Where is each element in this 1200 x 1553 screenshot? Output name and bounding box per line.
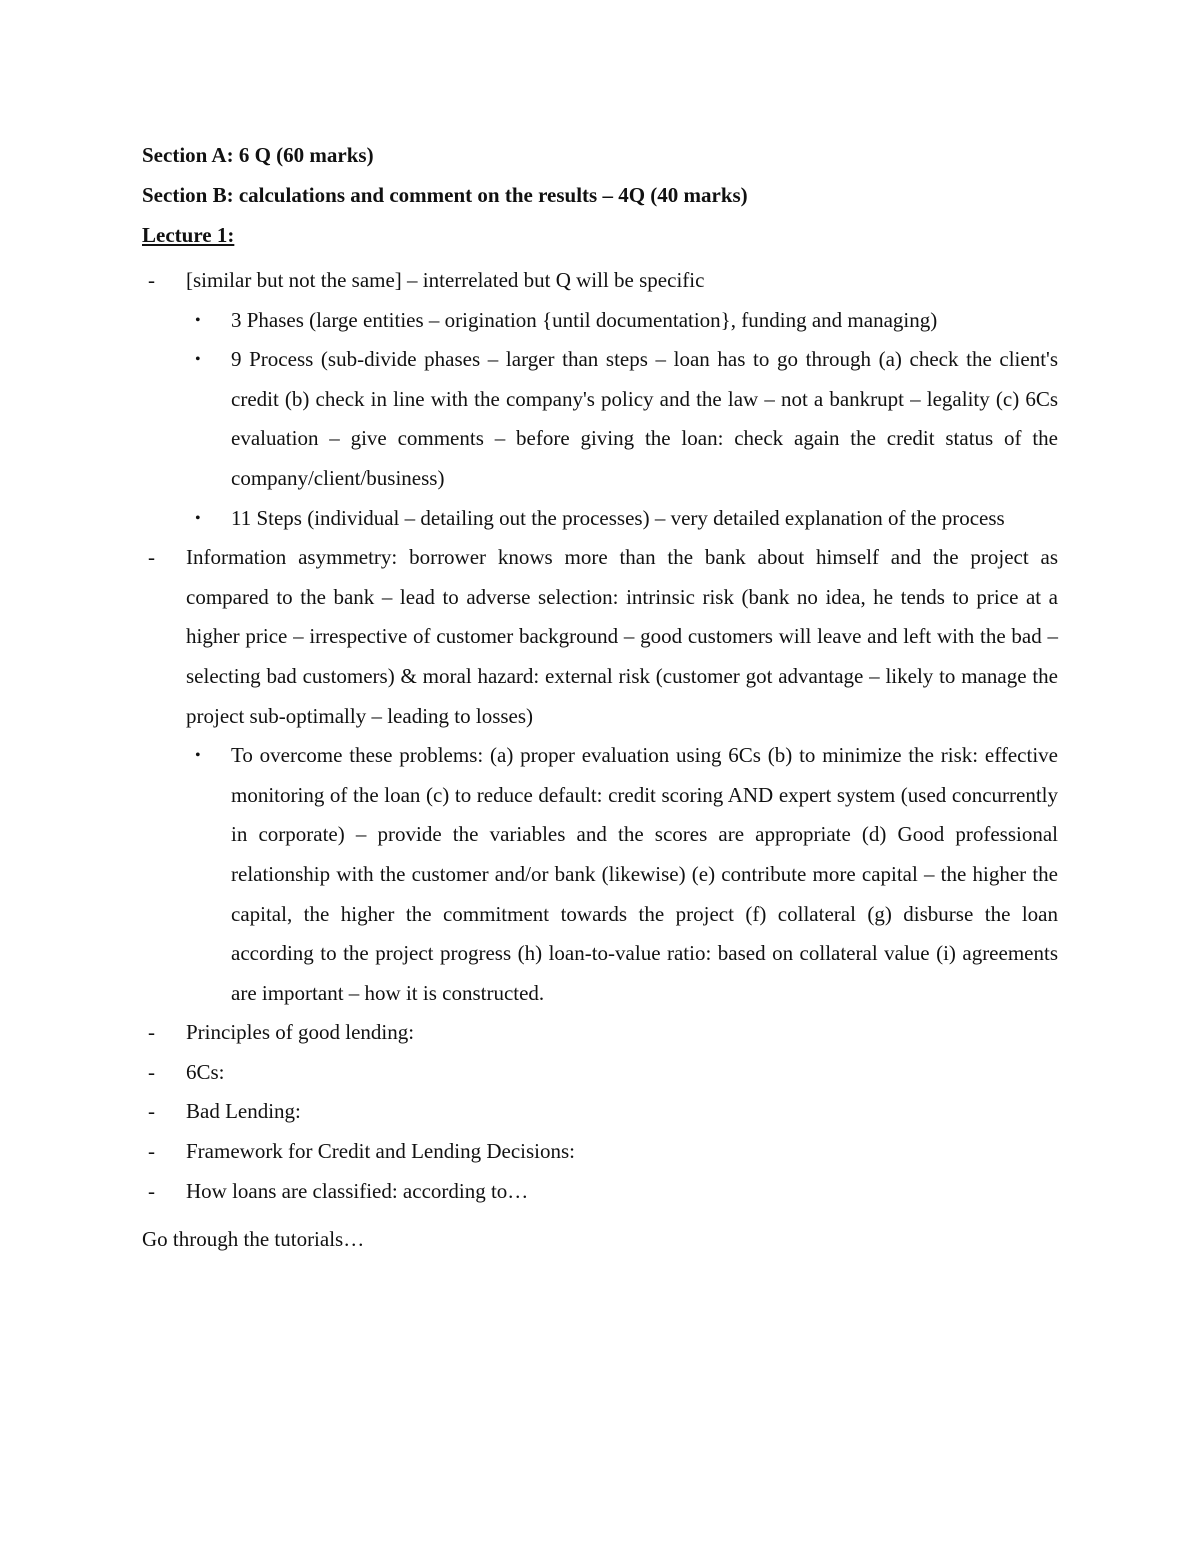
list-item-text: Information asymmetry: borrower knows more than the bank about himself and the project as compared to the bank – lead to adverse selection: intrinsic risk (bank no idea, he tends to price at a higher price – irrespective of customer background – good customers will leave and left with the bad – selecting bad customers) & moral hazard: external risk (customer got advantage – likely to manage the project sub-optimally – leading to losses) bbox=[186, 545, 1058, 728]
list-item-text: [similar but not the same] – interrelated but Q will be specific bbox=[186, 268, 705, 292]
sub-list-item-text: 9 Process (sub-divide phases – larger than steps – loan has to go through (a) check the client's credit (b) check in line with the company's policy and the law – not a bankrupt – legality (c) 6Cs evaluation – give comments – before giving the loan: check again the credit status of the company/client/business) bbox=[231, 347, 1058, 490]
closing-note: Go through the tutorials… bbox=[142, 1227, 365, 1252]
document-body bbox=[142, 141, 1058, 1253]
list-item bbox=[142, 261, 1058, 538]
list-item-text: Principles of good lending: bbox=[186, 1020, 415, 1045]
sub-list-item bbox=[186, 301, 1058, 341]
bullet-marker: • bbox=[195, 747, 201, 765]
list-item bbox=[142, 1132, 1058, 1172]
list-item-text: Framework for Credit and Lending Decisions: bbox=[186, 1139, 575, 1164]
list-item bbox=[142, 1013, 1058, 1053]
dash-marker: - bbox=[148, 1139, 155, 1164]
bullet-marker: • bbox=[195, 351, 201, 369]
sub-list-item bbox=[186, 736, 1058, 1013]
bullet-marker: • bbox=[195, 311, 201, 329]
sub-list-item-text: To overcome these problems: (a) proper evaluation using 6Cs (b) to minimize the risk: effective monitoring of the loan (c) to reduce default: credit scoring AND expert system (used concurrently in corporate) – provide the variables and the scores are appropriate (d) Good professional relationship with the customer and/or bank (likewise) (e) contribute more capital – the higher the capital, the higher the commitment towards the project (f) collateral (g) disburse the loan according to the project progress (h) loan-to-value ratio: based on collateral value (i) agreements are important – how it is constructed. bbox=[231, 743, 1058, 1005]
section-b-heading: Section B: calculations and comment on the results – 4Q (40 marks) bbox=[142, 183, 748, 207]
section-a-heading: Section A: 6 Q (60 marks) bbox=[142, 143, 374, 167]
dash-marker: - bbox=[148, 1059, 155, 1084]
bullet-marker: • bbox=[195, 509, 201, 527]
lecture-notes-list bbox=[142, 261, 1058, 1211]
list-item-text: How loans are classified: according to… bbox=[186, 1178, 529, 1203]
sub-list-item-text: 11 Steps (individual – detailing out the processes) – very detailed explanation of the process bbox=[231, 505, 1005, 530]
dash-marker: - bbox=[148, 1020, 155, 1045]
dash-marker: - bbox=[148, 1099, 155, 1124]
list-item bbox=[142, 1053, 1058, 1093]
list-item bbox=[142, 538, 1058, 1013]
sub-list-item bbox=[186, 340, 1058, 498]
sub-list bbox=[186, 301, 1058, 539]
list-item bbox=[142, 1172, 1058, 1212]
lecture-heading: Lecture 1: bbox=[142, 223, 235, 247]
list-item-text: Bad Lending: bbox=[186, 1099, 301, 1124]
dash-marker: - bbox=[148, 545, 155, 570]
list-item bbox=[142, 1092, 1058, 1132]
dash-marker: - bbox=[148, 1178, 155, 1203]
sub-list-item bbox=[186, 499, 1058, 539]
list-item-text: 6Cs: bbox=[186, 1059, 225, 1084]
sub-list bbox=[186, 736, 1058, 1013]
dash-marker: - bbox=[148, 268, 155, 292]
sub-list-item-text: 3 Phases (large entities – origination {until documentation}, funding and managing) bbox=[231, 307, 938, 332]
